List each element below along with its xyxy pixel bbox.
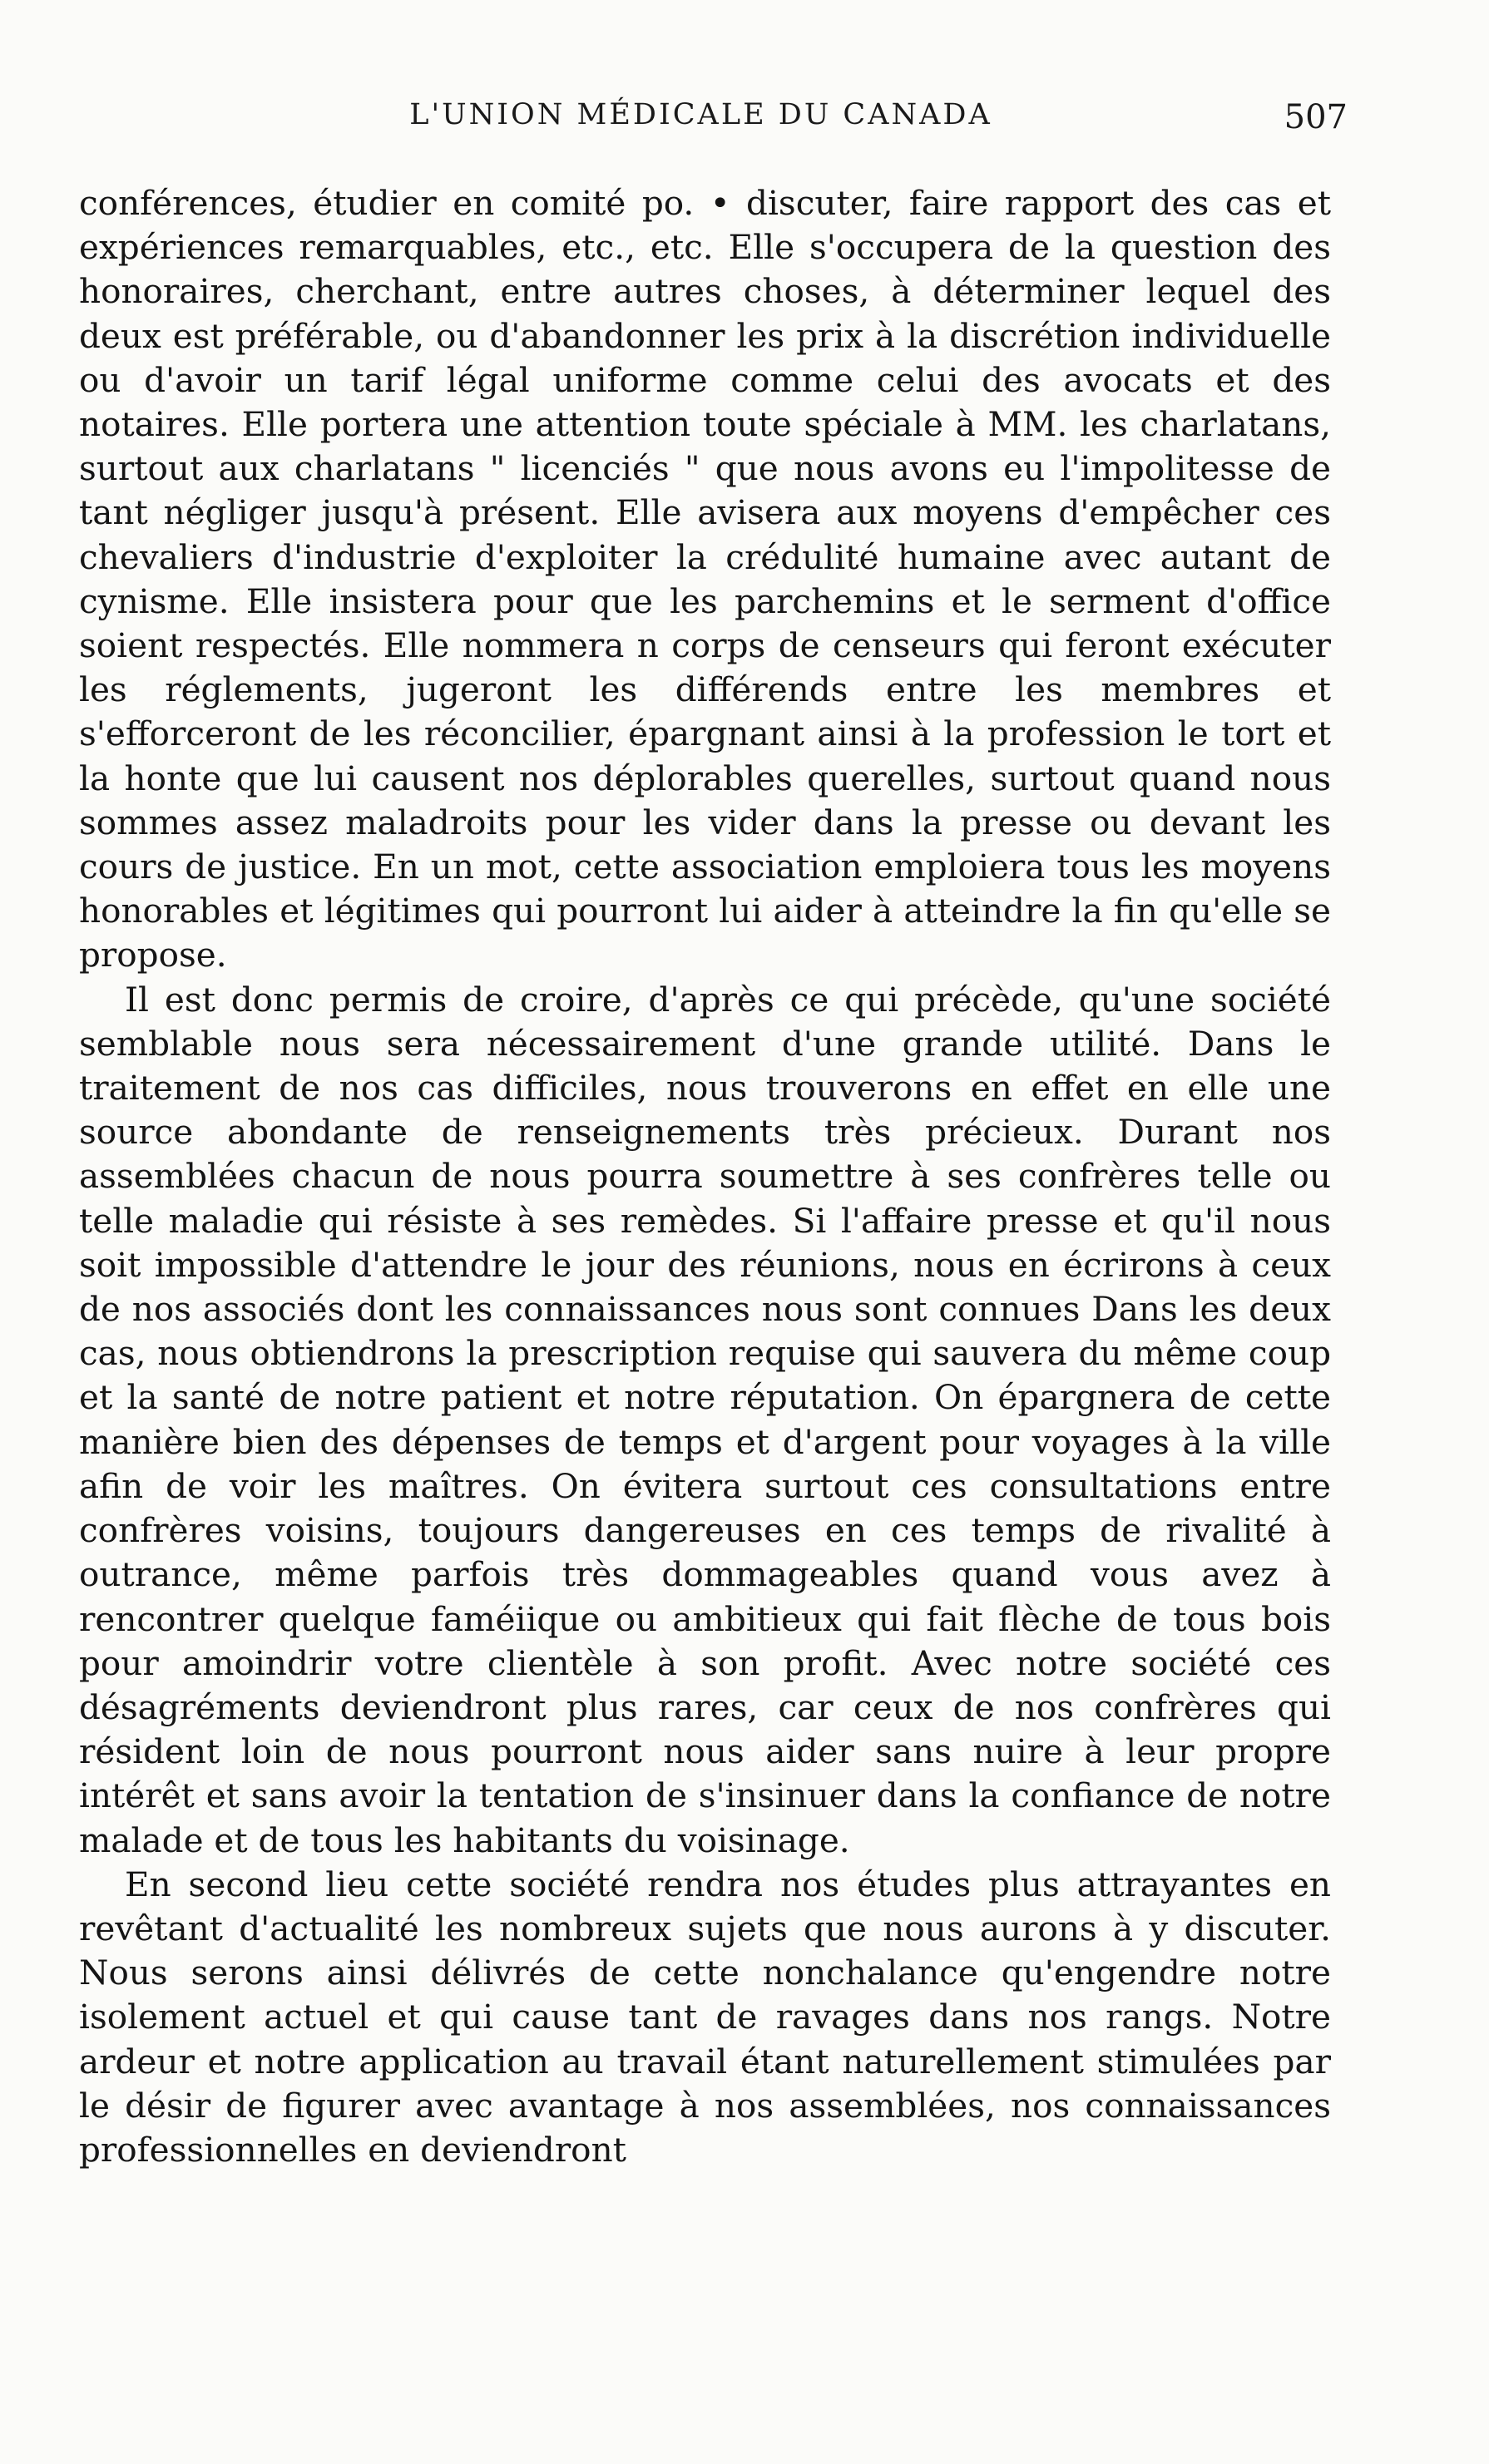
page-header	[79, 98, 1348, 148]
paragraph-3: En second lieu cette société rendra nos études plus attrayantes en revêtant d'actualité les nombreux sujets que nous aurons à y discuter. Nous serons ainsi délivrés de cette nonchalance qu'engendre notre isolement actuel et qui cause tant de ravages dans nos rangs. Notre ardeur et notre application au travail étant naturellement stimulées par le désir de figurer avec avantage à nos assemblées, nos connaissances professionnelles en deviendront	[79, 1864, 1331, 2170]
body-text	[79, 181, 1331, 2172]
running-title: L'UNION MÉDICALE DU CANADA	[409, 98, 992, 131]
paragraph-2: Il est donc permis de croire, d'après ce qui précède, qu'une société semblable nous sera nécessairement d'une grande utilité. Dans le traitement de nos cas difficiles, nous trouverons en effet en elle une source abondante de renseignements très précieux. Durant nos assemblées chacun de nous pourra soumettre à ses confrères telle ou telle maladie qui résiste à ses remèdes. Si l'affaire presse et qu'il nous soit impossible d'attendre le jour des réunions, nous en écrirons à ceux de nos associés dont les connaissances nous sont connues Dans les deux cas, nous obtiendrons la prescription requise qui sauvera du même coup et la santé de notre patient et notre réputation. On épargnera de cette manière bien des dépenses de temps et d'argent pour voyages à la ville afin de voir les maîtres. On évitera surtout ces consultations entre confrères voisins, toujours dangereuses en ces temps de rivalité à outrance, même parfois très dommageables quand vous avez à rencontrer quelque faméiique ou ambitieux qui fait flèche de tous bois pour amoindrir votre clientèle à son profit. Avec notre société ces désagréments deviendront plus rares, car ceux de nos confrères qui résident loin de nous pourront nous aider sans nuire à leur propre intérêt et sans avoir la tentation de s'insinuer dans la confiance de notre malade et de tous les habitants du voisinage.	[79, 979, 1331, 1860]
paragraph-1: conférences, étudier en comité po. • discuter, faire rapport des cas et expériences remarquables, etc., etc. Elle s'occupera de la question des honoraires, cherchant, entre autres choses, à déterminer lequel des deux est préférable, ou d'abandonner les prix à la discrétion individuelle ou d'avoir un tarif légal uniforme comme celui des avocats et des notaires. Elle portera une attention toute spéciale à MM. les charlatans, surtout aux charlatans " licenciés " que nous avons eu l'impolitesse de tant négliger jusqu'à présent. Elle avisera aux moyens d'empêcher ces chevaliers d'industrie d'exploiter la crédulité humaine avec autant de cynisme. Elle insistera pour que les parchemins et le serment d'office soient respectés. Elle nommera n corps de censeurs qui feront exécuter les réglements, jugeront les différends entre les membres et s'efforceront de les réconcilier, épargnant ainsi à la profession le tort et la honte que lui causent nos déplorables querelles, surtout quand nous sommes assez maladroits pour les vider dans la presse ou devant les cours de justice. En un mot, cette association emploiera tous les moyens honorables et légitimes qui pourront lui aider à atteindre la fin qu'elle se propose.	[79, 183, 1331, 975]
page-number: 507	[1284, 98, 1348, 136]
